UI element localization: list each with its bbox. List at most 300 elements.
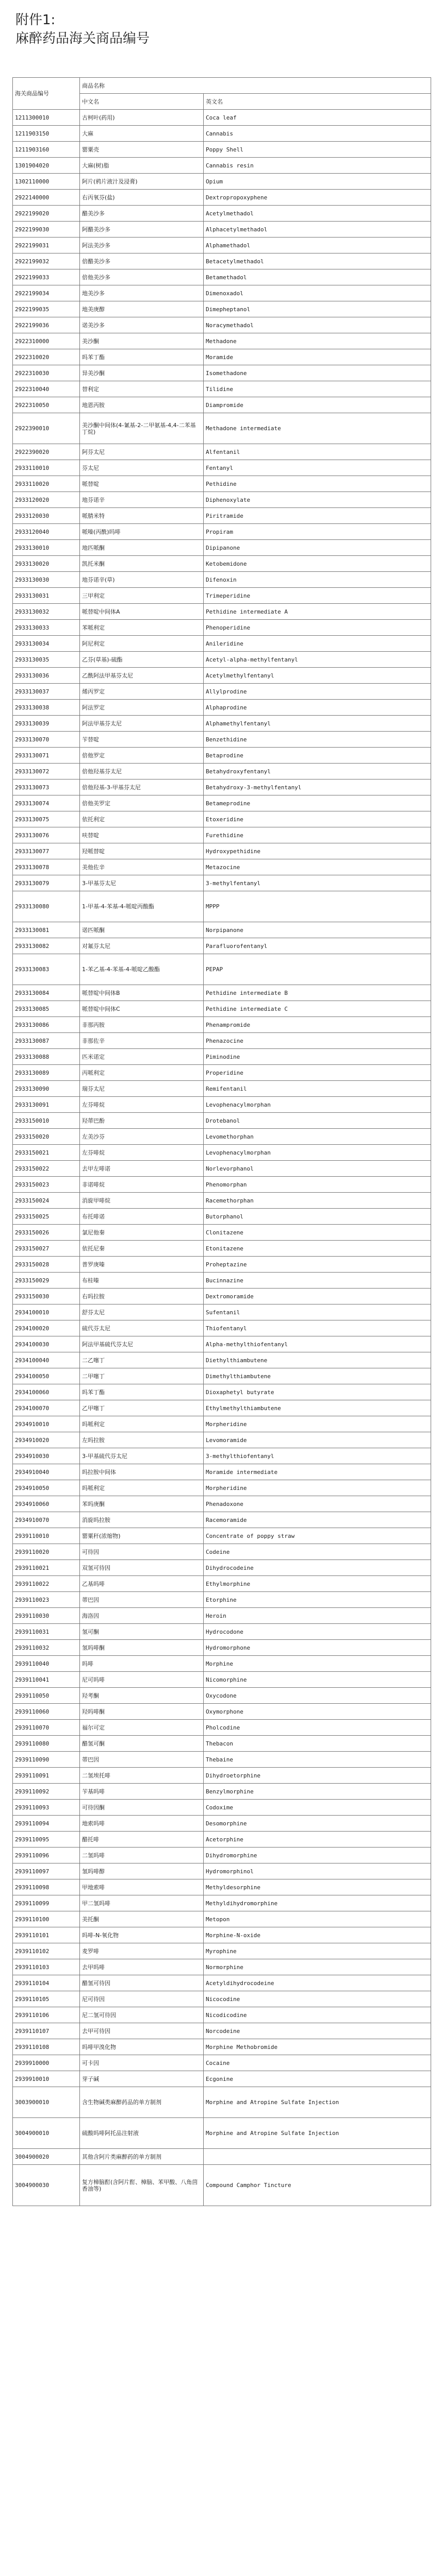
cell-cn: 含生物碱类麻醉药品的单方制剂 — [80, 2087, 204, 2118]
table-row — [13, 238, 431, 253]
cell-cn: 尼二氢可待因 — [80, 2007, 204, 2023]
cell-code: 2933130080 — [13, 891, 80, 922]
table-row — [13, 460, 431, 476]
table-row — [13, 556, 431, 572]
cell-code: 2933150025 — [13, 1209, 80, 1225]
cell-en: Piritramide — [204, 508, 431, 524]
table-row — [13, 1081, 431, 1097]
table-row — [13, 1033, 431, 1049]
cell-cn: 氢吗啡醇 — [80, 1863, 204, 1879]
cell-cn: 美沙酮 — [80, 333, 204, 349]
table-row — [13, 1752, 431, 1768]
cell-cn: 地美庚醇 — [80, 301, 204, 317]
table-row — [13, 700, 431, 716]
table-row — [13, 126, 431, 142]
table-row — [13, 190, 431, 206]
cell-code: 2933150022 — [13, 1161, 80, 1177]
cell-cn: 依托尼秦 — [80, 1241, 204, 1257]
cell-cn: 可卡因 — [80, 2055, 204, 2071]
cell-cn: 可待因 — [80, 1544, 204, 1560]
cell-cn: 匹米诺定 — [80, 1049, 204, 1065]
table-row — [13, 620, 431, 636]
cell-code: 2939110106 — [13, 2007, 80, 2023]
cell-en: Phenadoxone — [204, 1496, 431, 1512]
page-title: 麻醉药品海关商品编号 — [15, 31, 150, 46]
cell-en: Benzylmorphine — [204, 1784, 431, 1800]
cell-cn: 尼可待因 — [80, 1991, 204, 2007]
cell-en: Betahydroxyfentanyl — [204, 764, 431, 779]
cell-code: 2933130083 — [13, 954, 80, 985]
cell-en: Betahydroxy-3-methylfentanyl — [204, 779, 431, 795]
cell-cn: 乙甲噻丁 — [80, 1400, 204, 1416]
cell-code: 2933130036 — [13, 668, 80, 684]
cell-en: Betacetylmethadol — [204, 253, 431, 269]
cell-en: Thebacon — [204, 1736, 431, 1752]
cell-en: Levomethorphan — [204, 1129, 431, 1145]
cell-code: 2939110097 — [13, 1863, 80, 1879]
table-row — [13, 1832, 431, 1848]
cell-code: 2939110020 — [13, 1544, 80, 1560]
cell-en: Betaprodine — [204, 748, 431, 764]
table-row — [13, 413, 431, 444]
cell-code: 2939110023 — [13, 1592, 80, 1608]
cell-cn: 非那佐辛 — [80, 1033, 204, 1049]
cell-code: 2939110108 — [13, 2039, 80, 2055]
cell-cn: 哌嗪(丙酰)吗啡 — [80, 524, 204, 540]
table-row — [13, 1448, 431, 1464]
table-row — [13, 1927, 431, 1943]
cell-en: Norcodeine — [204, 2023, 431, 2039]
table-row — [13, 764, 431, 779]
cell-code: 1302110000 — [13, 174, 80, 190]
table-row — [13, 1975, 431, 1991]
cell-en: Dextropropoxyphene — [204, 190, 431, 206]
cell-cn: 舒芬太尼 — [80, 1304, 204, 1320]
table-row — [13, 716, 431, 732]
cell-code: 2933130074 — [13, 795, 80, 811]
cell-cn: 阿片(鸦片液汁及浸膏) — [80, 174, 204, 190]
cell-cn: 哌腈米特 — [80, 508, 204, 524]
cell-en: Methyldesorphine — [204, 1879, 431, 1895]
cell-cn: 凯托米酮 — [80, 556, 204, 572]
cell-cn: 倍他羟基芬太尼 — [80, 764, 204, 779]
cell-en: Dextromoramide — [204, 1289, 431, 1304]
cell-en: Properidine — [204, 1065, 431, 1081]
cell-cn: 苯哌利定 — [80, 620, 204, 636]
cell-cn: 氯尼他秦 — [80, 1225, 204, 1241]
cell-code: 2939110090 — [13, 1752, 80, 1768]
cell-code: 2933130079 — [13, 875, 80, 891]
cell-en: Nicomorphine — [204, 1672, 431, 1688]
cell-en: Opium — [204, 174, 431, 190]
cell-cn: 美托酮 — [80, 1911, 204, 1927]
table-row — [13, 444, 431, 460]
cell-cn: 倍醋美沙多 — [80, 253, 204, 269]
cell-en: Morphine and Atropine Sulfate Injection — [204, 2087, 431, 2118]
cell-en: Fentanyl — [204, 460, 431, 476]
table-row — [13, 652, 431, 668]
cell-code: 2933130010 — [13, 540, 80, 556]
cell-cn: 地匹哌酮 — [80, 540, 204, 556]
cell-cn: 美沙酮中间体(4-氰基-2-二甲氨基-4,4-二苯基丁烷) — [80, 413, 204, 444]
table-row — [13, 1017, 431, 1033]
header-row-1 — [13, 78, 431, 94]
cell-cn: 乙芬(草基)-硫酯 — [80, 652, 204, 668]
cell-code: 2922199034 — [13, 285, 80, 301]
cell-code: 2933130081 — [13, 922, 80, 938]
table-row — [13, 1320, 431, 1336]
cell-cn: 倍他羟基-3-甲基芬太尼 — [80, 779, 204, 795]
table-row — [13, 492, 431, 508]
cell-en: Dimenoxadol — [204, 285, 431, 301]
table-row — [13, 1368, 431, 1384]
cell-en: Alphamethadol — [204, 238, 431, 253]
cell-code: 2933130084 — [13, 985, 80, 1001]
cell-en: Cannabis — [204, 126, 431, 142]
cell-cn: 倍他美罗定 — [80, 795, 204, 811]
cell-cn: 地恩丙胺 — [80, 397, 204, 413]
table-row — [13, 1911, 431, 1927]
cell-en: Norlevorphanol — [204, 1161, 431, 1177]
cell-cn: 阿芬太尼 — [80, 444, 204, 460]
cell-code: 2922199035 — [13, 301, 80, 317]
cell-code: 2933120040 — [13, 524, 80, 540]
table-row — [13, 269, 431, 285]
attachment-label: 附件1: — [15, 12, 56, 28]
cell-en: Acetorphine — [204, 1832, 431, 1848]
cell-en: Remifentanil — [204, 1081, 431, 1097]
cell-en: Moramide — [204, 349, 431, 365]
cell-code: 2934910020 — [13, 1432, 80, 1448]
cell-code: 2933150020 — [13, 1129, 80, 1145]
table-row — [13, 365, 431, 381]
cell-en: Ethylmorphine — [204, 1576, 431, 1592]
table-row — [13, 1879, 431, 1895]
cell-cn: 地芬诺辛 — [80, 492, 204, 508]
cell-code: 2939110032 — [13, 1640, 80, 1656]
cell-cn: 阿尼利定 — [80, 636, 204, 652]
cell-code: 2922199033 — [13, 269, 80, 285]
cell-code: 2933130034 — [13, 636, 80, 652]
table-row — [13, 1496, 431, 1512]
table-row — [13, 1352, 431, 1368]
cell-code: 2933150030 — [13, 1289, 80, 1304]
cell-en: Methadone — [204, 333, 431, 349]
cell-code: 2933130039 — [13, 716, 80, 732]
cell-en: Oxymorphone — [204, 1704, 431, 1720]
cell-en: Pethidine — [204, 476, 431, 492]
cell-en: Phenazocine — [204, 1033, 431, 1049]
cell-cn: 乙酰阿法甲基芬太尼 — [80, 668, 204, 684]
table-row — [13, 1991, 431, 2007]
table-row — [13, 540, 431, 556]
cell-cn: 瑞芬太尼 — [80, 1081, 204, 1097]
cell-en: Phenampromide — [204, 1017, 431, 1033]
table-row — [13, 397, 431, 413]
cell-en: Piminodine — [204, 1049, 431, 1065]
table-row — [13, 508, 431, 524]
column-header-en: 英文名 — [204, 94, 431, 110]
cell-code: 2933130035 — [13, 652, 80, 668]
cell-en: MPPP — [204, 891, 431, 922]
table-row — [13, 1416, 431, 1432]
table-row — [13, 2165, 431, 2206]
cell-en: Heroin — [204, 1608, 431, 1624]
cell-code: 2939110096 — [13, 1848, 80, 1863]
table-row — [13, 1289, 431, 1304]
cell-cn: 芬太尼 — [80, 460, 204, 476]
cell-en: Etorphine — [204, 1592, 431, 1608]
table-row — [13, 859, 431, 875]
cell-cn: 二甲噻丁 — [80, 1368, 204, 1384]
cell-cn: 对氟芬太尼 — [80, 938, 204, 954]
cell-cn: 非那丙胺 — [80, 1017, 204, 1033]
table-row — [13, 142, 431, 158]
table-row — [13, 1209, 431, 1225]
cell-en: Dihydromorphine — [204, 1848, 431, 1863]
cell-code: 2922310020 — [13, 349, 80, 365]
cell-code: 2933130032 — [13, 604, 80, 620]
cell-en: Ethylmethylthiambutene — [204, 1400, 431, 1416]
cell-code: 2939110103 — [13, 1959, 80, 1975]
cell-code: 1211903160 — [13, 142, 80, 158]
cell-en: Diampromide — [204, 397, 431, 413]
cell-code: 2939110101 — [13, 1927, 80, 1943]
cell-cn: 去甲吗啡 — [80, 1959, 204, 1975]
table-row — [13, 875, 431, 891]
cell-code: 2922310040 — [13, 381, 80, 397]
cell-en: Concentrate of poppy straw — [204, 1528, 431, 1544]
cell-en: Bucinnazine — [204, 1273, 431, 1289]
cell-code: 2939110092 — [13, 1784, 80, 1800]
table-row — [13, 1273, 431, 1289]
cell-cn: 乙基吗啡 — [80, 1576, 204, 1592]
table-row — [13, 684, 431, 700]
cell-cn: 布托啡诺 — [80, 1209, 204, 1225]
table-row — [13, 1959, 431, 1975]
cell-en: Ecgonine — [204, 2071, 431, 2087]
table-row — [13, 572, 431, 588]
cell-code: 2933130031 — [13, 588, 80, 604]
table-row — [13, 1193, 431, 1209]
cell-code: 2933130086 — [13, 1017, 80, 1033]
table-row — [13, 588, 431, 604]
table-row — [13, 1432, 431, 1448]
cell-en: Levomoramide — [204, 1432, 431, 1448]
narcotics-code-table — [12, 77, 431, 2206]
cell-cn: 麦罗啡 — [80, 1943, 204, 1959]
table-row — [13, 2118, 431, 2149]
cell-code: 2939110021 — [13, 1560, 80, 1576]
cell-en: Betamethadol — [204, 269, 431, 285]
cell-en: Hydrocodone — [204, 1624, 431, 1640]
table-row — [13, 1145, 431, 1161]
cell-code: 2933130072 — [13, 764, 80, 779]
cell-en: Drotebanol — [204, 1113, 431, 1129]
table-row — [13, 1001, 431, 1017]
cell-cn: 福尔可定 — [80, 1720, 204, 1736]
cell-en: Morpheridine — [204, 1416, 431, 1432]
cell-en: Nicodicodine — [204, 2007, 431, 2023]
cell-cn: 甲地索啡 — [80, 1879, 204, 1895]
cell-code: 2939110095 — [13, 1832, 80, 1848]
cell-code: 2933150010 — [13, 1113, 80, 1129]
cell-cn: 哌替啶中间体B — [80, 985, 204, 1001]
cell-cn: 罂粟秆(浓缩物) — [80, 1528, 204, 1544]
table-row — [13, 1848, 431, 1863]
cell-code: 2922199030 — [13, 222, 80, 238]
cell-en: Dipipanone — [204, 540, 431, 556]
table-row — [13, 1688, 431, 1704]
table-body — [13, 110, 431, 2206]
cell-cn: 地芬诺辛(草) — [80, 572, 204, 588]
cell-code: 1211903150 — [13, 126, 80, 142]
table-row — [13, 748, 431, 764]
cell-code: 3004900010 — [13, 2118, 80, 2149]
cell-en: Norpipanone — [204, 922, 431, 938]
cell-cn: 硫代芬太尼 — [80, 1320, 204, 1336]
cell-code: 2939110040 — [13, 1656, 80, 1672]
cell-cn: 双氢可待因 — [80, 1560, 204, 1576]
cell-en: Proheptazine — [204, 1257, 431, 1273]
cell-cn: 去甲可待因 — [80, 2023, 204, 2039]
table-row — [13, 843, 431, 859]
table-row — [13, 253, 431, 269]
cell-en: Dimepheptanol — [204, 301, 431, 317]
cell-en: Thiofentanyl — [204, 1320, 431, 1336]
table-row — [13, 668, 431, 684]
cell-en: Parafluorofentanyl — [204, 938, 431, 954]
table-row — [13, 1608, 431, 1624]
cell-en: Alphamethylfentanyl — [204, 716, 431, 732]
cell-en: Morpheridine — [204, 1480, 431, 1496]
cell-en: Codoxime — [204, 1800, 431, 1816]
cell-code: 2933130082 — [13, 938, 80, 954]
table-row — [13, 1672, 431, 1688]
cell-en: Dihydrocodeine — [204, 1560, 431, 1576]
cell-code: 2933130078 — [13, 859, 80, 875]
cell-en: Butorphanol — [204, 1209, 431, 1225]
cell-code: 2939110105 — [13, 1991, 80, 2007]
cell-code: 3003900010 — [13, 2087, 80, 2118]
cell-cn: 醋氢可酮 — [80, 1736, 204, 1752]
table-row — [13, 1704, 431, 1720]
cell-en: Alphaprodine — [204, 700, 431, 716]
cell-code: 2939110093 — [13, 1800, 80, 1816]
cell-code: 2939110030 — [13, 1608, 80, 1624]
cell-code: 2922199020 — [13, 206, 80, 222]
cell-en: Alfentanil — [204, 444, 431, 460]
cell-cn: 诺美沙多 — [80, 317, 204, 333]
table-row — [13, 333, 431, 349]
cell-en: Pethidine intermediate B — [204, 985, 431, 1001]
cell-code: 3004900030 — [13, 2165, 80, 2206]
cell-cn: 阿法甲基芬太尼 — [80, 716, 204, 732]
table-row — [13, 524, 431, 540]
table-row — [13, 811, 431, 827]
cell-code: 2934100070 — [13, 1400, 80, 1416]
cell-code: 2933150024 — [13, 1193, 80, 1209]
table-row — [13, 1177, 431, 1193]
cell-code: 2934910010 — [13, 1416, 80, 1432]
table-row — [13, 1384, 431, 1400]
cell-code: 2922199031 — [13, 238, 80, 253]
table-row — [13, 985, 431, 1001]
cell-code: 2939110031 — [13, 1624, 80, 1640]
cell-code: 2933110010 — [13, 460, 80, 476]
cell-cn: 吗啡甲溴化物 — [80, 2039, 204, 2055]
cell-cn: 三甲利定 — [80, 588, 204, 604]
cell-en: Poppy Shell — [204, 142, 431, 158]
cell-code: 2939110107 — [13, 2023, 80, 2039]
cell-en: Sufentanil — [204, 1304, 431, 1320]
table-row — [13, 2055, 431, 2071]
cell-en: Pholcodine — [204, 1720, 431, 1736]
cell-en: Morphine and Atropine Sulfate Injection — [204, 2118, 431, 2149]
cell-cn: 替利定 — [80, 381, 204, 397]
cell-code: 2922390020 — [13, 444, 80, 460]
cell-cn: 复方樟脑酊(含阿片酊、樟脑、苯甲酸、八角茴香油等) — [80, 2165, 204, 2206]
cell-code: 3004900020 — [13, 2149, 80, 2165]
cell-en: Hydromorphone — [204, 1640, 431, 1656]
cell-code: 2933130037 — [13, 684, 80, 700]
cell-code: 2922310000 — [13, 333, 80, 349]
cell-cn: 尼可吗啡 — [80, 1672, 204, 1688]
cell-code: 2933130076 — [13, 827, 80, 843]
cell-cn: 蒂巴因 — [80, 1752, 204, 1768]
table-row — [13, 1464, 431, 1480]
cell-code: 2933130088 — [13, 1049, 80, 1065]
cell-en: Racemethorphan — [204, 1193, 431, 1209]
cell-en: Normorphine — [204, 1959, 431, 1975]
cell-en: Etonitazene — [204, 1241, 431, 1257]
table-row — [13, 2071, 431, 2087]
cell-cn: 二氢埃托啡 — [80, 1768, 204, 1784]
table-row — [13, 2149, 431, 2165]
cell-code: 2933130038 — [13, 700, 80, 716]
cell-code: 2934910060 — [13, 1496, 80, 1512]
cell-en: Racemoramide — [204, 1512, 431, 1528]
cell-code: 2939110094 — [13, 1816, 80, 1832]
table-row — [13, 285, 431, 301]
cell-cn: 1-甲基-4-苯基-4-哌啶丙酸酯 — [80, 891, 204, 922]
cell-code: 2933130071 — [13, 748, 80, 764]
cell-code: 2922140000 — [13, 190, 80, 206]
table-row — [13, 938, 431, 954]
cell-code: 2922390010 — [13, 413, 80, 444]
cell-en: Propiram — [204, 524, 431, 540]
table-row — [13, 1161, 431, 1177]
cell-cn: 倍他美沙多 — [80, 269, 204, 285]
cell-code: 2939110104 — [13, 1975, 80, 1991]
table-row — [13, 1640, 431, 1656]
cell-cn: 吗拉胺中间体 — [80, 1464, 204, 1480]
cell-code: 2933150027 — [13, 1241, 80, 1257]
cell-en: Trimeperidine — [204, 588, 431, 604]
cell-en: Cannabis resin — [204, 158, 431, 174]
table-row — [13, 110, 431, 126]
cell-en: Nicocodine — [204, 1991, 431, 2007]
cell-en — [204, 2149, 431, 2165]
cell-code: 2933110020 — [13, 476, 80, 492]
cell-code: 2939110099 — [13, 1895, 80, 1911]
cell-code: 2922310050 — [13, 397, 80, 413]
cell-code: 2933150021 — [13, 1145, 80, 1161]
cell-en: Hydromorphinol — [204, 1863, 431, 1879]
cell-code: 2933120020 — [13, 492, 80, 508]
cell-en: 3-methylfentanyl — [204, 875, 431, 891]
cell-code: 2933130089 — [13, 1065, 80, 1081]
